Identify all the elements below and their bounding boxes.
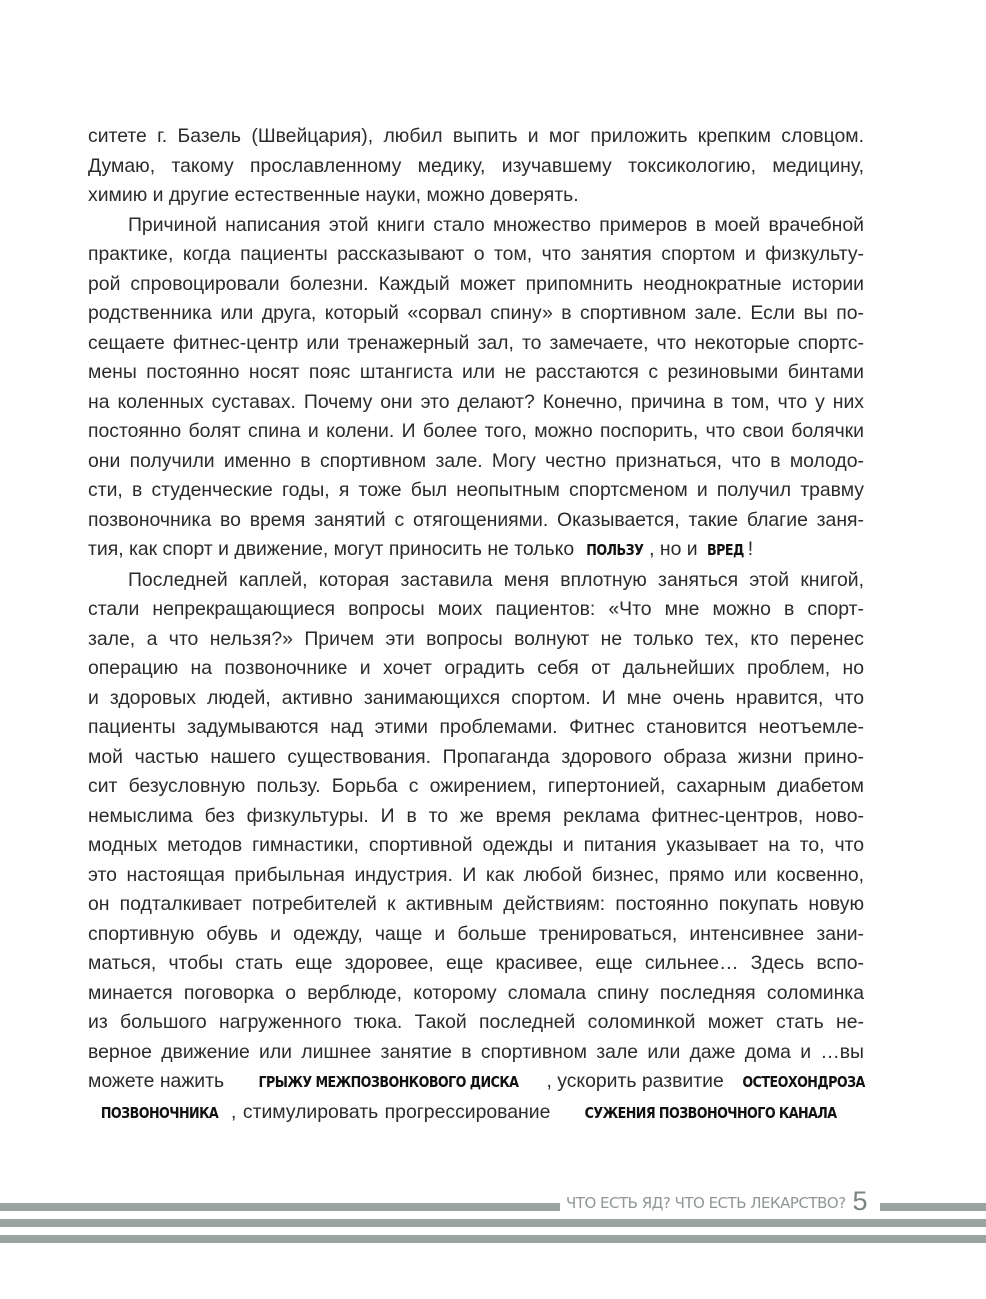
text-line: Думаю, такому прославленному медику, изучавшему токсикологию, медицину, [88,154,864,177]
text-line: он подталкивает потребителей к активным действиям: постоянно покупать новую [88,893,864,915]
text-segment: ! [747,538,754,560]
text-segment: , но и [649,538,704,560]
text-line: это настоящая прибыльная индустрия. И как любой бизнес, прямо или косвенно, [88,863,864,886]
text-line-highlight [88,535,864,566]
text-line: Причиной написания этой книги стало множество примеров в моей врачебной [128,213,864,236]
running-title: ЧТО ЕСТЬ ЯД? ЧТО ЕСТЬ ЛЕКАРСТВО? [566,1194,846,1212]
keyword-spinal-stenosis: СУЖЕНИЯ ПОЗВОНОЧНОГО КАНАЛА [584,1103,837,1122]
keyword-disc-hernia: ГРЫЖУ МЕЖПОЗВОНКОВОГО ДИСКА [258,1073,518,1091]
text-line: минается поговорка о верблюде, которому сломала спину последняя соломинка [88,981,864,1004]
keyword-osteochondrosis: ОСТЕОХОНДРОЗА [742,1073,865,1091]
footer-stripe [0,1235,986,1243]
text-line: сещаете фитнес-центр или тренажерный зал, то замечаете, что некоторые спортс- [88,331,864,354]
text-line: зале, а что нельзя?» Причем эти вопросы волнуют не только тех, кто перенес [88,627,864,650]
keyword-spine: ПОЗВОНОЧНИКА [100,1103,219,1122]
text-line: верное движение или лишнее занятие в спортивном зале или даже дома и …вы [88,1040,864,1063]
text-line: Последней каплей, которая заставила меня вплотную заняться этой книгой, [128,568,864,591]
text-line: сти, в студенческие годы, я тоже был неопытным спортсменом и получил травму [88,479,864,501]
footer-stripe [0,1219,986,1227]
text-segment: тия, как спорт и движение, могут приносить не только [88,538,580,560]
body-text [88,122,864,1128]
text-segment: , ускорить развитие [546,1070,730,1092]
page-number: 5 [852,1186,868,1216]
text-line: маться, чтобы стать еще здоровее, еще красивее, еще сильнее… Здесь вспо- [88,952,864,974]
paragraph-3 [88,566,864,1129]
page-footer [0,1183,986,1253]
text-line: немыслима без физкультуры. И в то же время реклама фитнес-центров, ново- [88,804,864,827]
text-line: мой частью нашего существования. Пропаганда здорового образа жизни прино- [88,745,864,768]
text-line: мены постоянно носят пояс штангиста или не расстаются с резиновыми бинтами [88,361,864,383]
text-line: на коленных суставах. Почему они это делают? Конечно, причина в том, что у них [88,390,864,413]
text-line: практике, когда пациенты рассказывают о том, что занятия спортом и физкульту- [88,243,864,265]
text-line: химию и другие естественные науки, можно доверять. [88,184,579,206]
text-line-highlight [88,1067,864,1098]
text-line: сит безусловную пользу. Борьба с ожирением, гипертонией, сахарным диабетом [88,775,864,797]
keyword-benefit: ПОЛЬЗУ [585,541,643,559]
text-line: постоянно болят спина и колени. И более того, можно поспорить, что свои болячки [88,420,864,442]
text-line: модных методов гимнастики, спортивной одежды и питания указывает на то, что [88,834,864,856]
text-line: родственника или друга, который «сорвал спину» в спортивном зале. Если вы по- [88,302,864,324]
paragraph-1 [88,122,864,211]
text-line: рой спровоцировали болезни. Каждый может припомнить неоднократные истории [88,272,864,295]
keyword-harm: ВРЕД [707,541,744,559]
text-line: из большого нагруженного тюка. Такой последней соломинкой может стать не- [88,1011,864,1033]
text-line: и здоровых людей, активно занимающихся спортом. И мне очень нравится, что [88,686,864,709]
text-line: позвоночника во время занятий с отягощениями. Оказывается, такие благие заня- [88,508,864,531]
text-line: пациенты задумываются над этими проблемами. Фитнес становится неотъемле- [88,716,864,738]
text-line: операцию на позвоночнике и хочет оградить себя от дальнейших проблем, но [88,657,864,679]
footer-stripe [0,1203,560,1211]
text-line-highlight [88,1098,864,1129]
text-line: они получили именно в спортивном зале. Могу честно признаться, что в молодо- [88,449,864,472]
footer-stripe [880,1203,986,1211]
text-line: ситете г. Базель (Швейцария), любил выпить и мог приложить крепким словцом. [88,125,864,147]
text-segment: можете нажить [88,1070,230,1092]
text-segment: , стимулировать прогрессирование [231,1100,557,1123]
text-line: стали непрекращающиеся вопросы моих пациентов: «Что мне можно в спорт- [88,598,864,620]
paragraph-2 [88,211,864,566]
text-line: спортивную обувь и одежду, чаще и больше тренироваться, интенсивнее зани- [88,922,864,945]
